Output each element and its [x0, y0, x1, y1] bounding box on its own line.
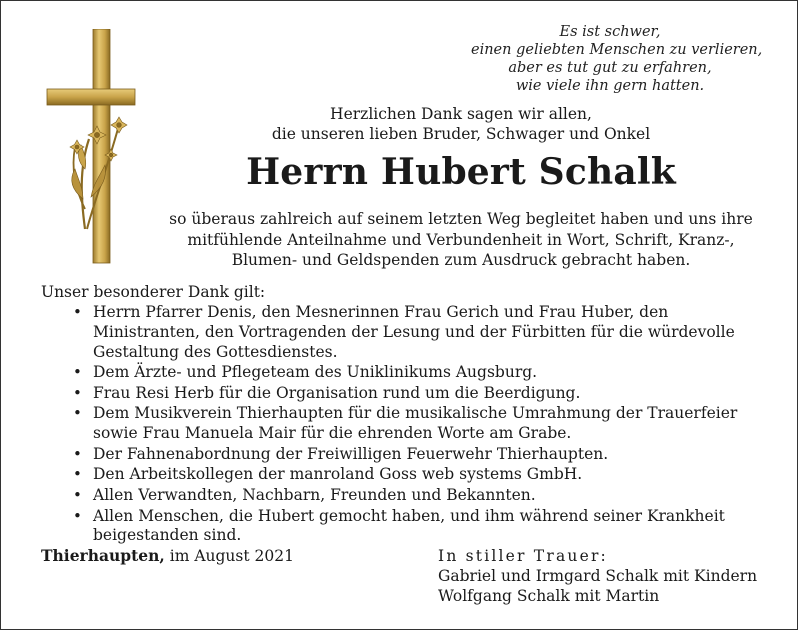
list-item-line: Dem Ärzte- und Pflegeteam des Uniklinikums Augsburg.	[93, 363, 538, 382]
list-item-line: Herrn Pfarrer Denis, den Mesnerinnen Frau Gerich und Frau Huber, den	[93, 303, 669, 321]
list-item-line: Frau Resi Herb für die Organisation rund um die Beerdigung.	[93, 383, 581, 402]
bullet-icon: •	[73, 465, 82, 484]
description-line: so überaus zahlreich auf seinem letzten Weg begleitet haben und uns ihre	[169, 210, 753, 228]
list-item	[41, 486, 761, 506]
list-item-line: Dem Musikverein Thierhaupten für die musikalische Umrahmung der Trauerfeier	[93, 404, 738, 423]
poem-line: einen geliebten Menschen zu verlieren,	[471, 42, 763, 58]
list-item	[41, 507, 761, 547]
list-item	[41, 363, 761, 383]
poem-line: aber es tut gut zu erfahren,	[508, 60, 712, 76]
list-item-line: Allen Menschen, die Hubert gemocht haben, und ihm während seiner Krankheit	[93, 506, 725, 525]
thanks-line: die unseren lieben Bruder, Schwager und Onkel	[271, 125, 651, 143]
special-thanks-list	[41, 303, 761, 547]
list-item-line: Gestaltung des Gottesdienstes.	[93, 342, 338, 361]
poem-line: Es ist schwer,	[559, 24, 661, 40]
bullet-icon: •	[73, 404, 82, 423]
list-item-line: Der Fahnenabordnung der Freiwilligen Feuerwehr Thierhaupten.	[93, 444, 609, 463]
bullet-icon: •	[73, 506, 82, 525]
list-item-line: beigestanden sind.	[93, 526, 242, 545]
poem	[471, 23, 763, 95]
cross-with-edelweiss-icon	[45, 29, 137, 265]
bullet-icon: •	[73, 383, 82, 402]
list-item	[41, 465, 761, 485]
list-item-line: Allen Verwandten, Nachbarn, Freunden und Bekannten.	[93, 485, 536, 504]
description-line: mitfühlende Anteilnahme und Verbundenheit in Wort, Schrift, Kranz-,	[187, 230, 735, 249]
bullet-icon: •	[73, 444, 82, 463]
date: im August 2021	[164, 547, 294, 565]
description	[161, 209, 761, 271]
bullet-icon: •	[73, 303, 82, 321]
place-date	[41, 546, 294, 566]
list-item-line: sowie Frau Manuela Mair für die ehrenden Worte am Grabe.	[93, 424, 572, 443]
deceased-name: Herrn Hubert Schalk	[246, 151, 676, 193]
poem-line: wie viele ihn gern hatten.	[515, 78, 705, 94]
place: Thierhaupten,	[41, 546, 165, 565]
list-item	[41, 445, 761, 465]
list-item	[41, 303, 761, 362]
description-line: Blumen- und Geldspenden zum Ausdruck gebracht haben.	[231, 251, 691, 269]
list-item-line: Ministranten, den Vortragenden der Lesung und der Fürbitten für die würdevolle	[93, 322, 735, 341]
list-item	[41, 404, 761, 444]
special-thanks-intro: Unser besonderer Dank gilt:	[41, 283, 266, 301]
bullet-icon: •	[73, 485, 82, 504]
list-item	[41, 384, 761, 404]
mourners	[438, 546, 757, 606]
thanks-line: Herzlichen Dank sagen wir allen,	[330, 105, 592, 123]
mourners-label: In stiller Trauer:	[438, 547, 608, 565]
list-item-line: Den Arbeitskollegen der manroland Goss web systems GmbH.	[93, 465, 583, 484]
bullet-icon: •	[73, 363, 82, 382]
mourner-line: Gabriel und Irmgard Schalk mit Kindern	[438, 567, 758, 585]
thanks-text	[201, 104, 721, 144]
mourner-line: Wolfgang Schalk mit Martin	[438, 587, 660, 605]
